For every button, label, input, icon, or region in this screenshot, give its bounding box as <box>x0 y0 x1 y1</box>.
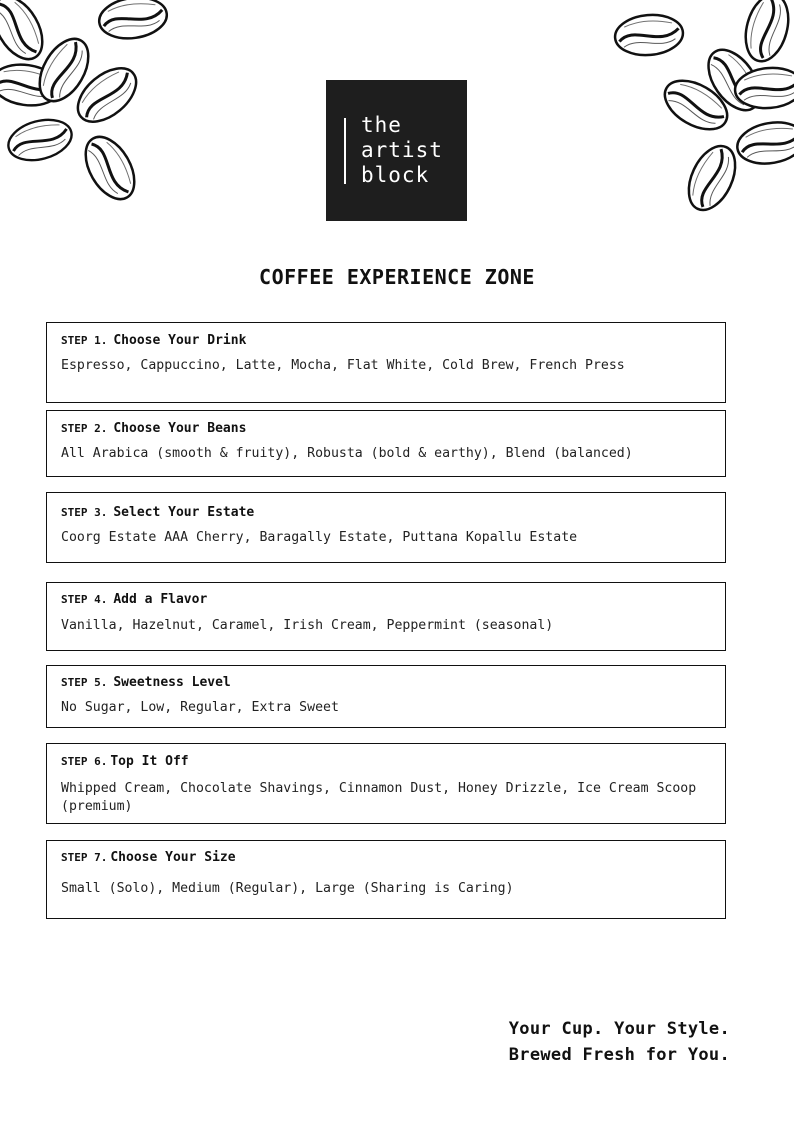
logo-divider <box>344 118 346 184</box>
step-title: Choose Your Drink <box>113 333 247 348</box>
step-card-3 <box>46 492 726 563</box>
step-header <box>61 504 715 522</box>
step-card-2 <box>46 410 726 477</box>
coffee-bean-icon <box>739 0 794 66</box>
step-header <box>61 674 715 692</box>
step-card-1 <box>46 322 726 403</box>
step-header <box>61 591 715 609</box>
tagline <box>509 1016 730 1068</box>
logo-line: the <box>361 113 402 137</box>
coffee-beans-illustration-right <box>609 0 794 220</box>
tagline-line: Brewed Fresh for You. <box>508 1045 730 1065</box>
coffee-bean-icon <box>734 117 794 168</box>
coffee-beans-illustration-left <box>0 0 175 205</box>
step-title: Add a Flavor <box>113 592 208 607</box>
step-number: STEP 7. <box>61 851 108 864</box>
step-header <box>61 849 715 867</box>
coffee-bean-icon <box>0 0 52 67</box>
step-card-4 <box>46 582 726 651</box>
brand-logo <box>326 80 467 221</box>
page-title: COFFEE EXPERIENCE ZONE <box>259 265 535 289</box>
step-options: Vanilla, Hazelnut, Caramel, Irish Cream, Peppermint (seasonal) <box>61 618 554 633</box>
step-options: No Sugar, Low, Regular, Extra Sweet <box>61 700 339 715</box>
step-options: Whipped Cream, Chocolate Shavings, Cinnamon Dust, Honey Drizzle, Ice Cream Scoop (premium) <box>61 781 697 814</box>
logo-text <box>361 113 443 188</box>
tagline-line: Your Cup. Your Style. <box>508 1019 730 1039</box>
step-options: Coorg Estate AAA Cherry, Baragally Estate, Puttana Kopallu Estate <box>61 530 578 545</box>
coffee-bean-icon <box>97 0 170 43</box>
step-card-6 <box>46 743 726 824</box>
step-card-7 <box>46 840 726 919</box>
step-title: Choose Your Beans <box>113 421 247 436</box>
logo-line: block <box>361 163 430 187</box>
step-title: Select Your Estate <box>113 505 255 520</box>
step-options: Espresso, Cappuccino, Latte, Mocha, Flat White, Cold Brew, French Press <box>61 358 625 373</box>
step-number: STEP 4. <box>61 593 108 606</box>
step-number: STEP 2. <box>61 422 108 435</box>
logo-line: artist <box>361 138 443 162</box>
coffee-bean-icon <box>680 139 745 218</box>
coffee-bean-icon <box>613 12 684 58</box>
coffee-bean-icon <box>76 129 145 205</box>
step-title: Choose Your Size <box>110 850 236 865</box>
step-title: Sweetness Level <box>113 675 231 690</box>
step-header <box>61 420 715 438</box>
step-number: STEP 5. <box>61 676 108 689</box>
step-options: All Arabica (smooth & fruity), Robusta (bold & earthy), Blend (balanced) <box>61 446 633 461</box>
step-header <box>61 332 715 350</box>
step-number: STEP 1. <box>61 334 108 347</box>
step-title: Top It Off <box>110 754 189 769</box>
step-number: STEP 6. <box>61 755 108 768</box>
step-header <box>61 753 715 771</box>
coffee-bean-icon <box>4 113 76 166</box>
step-card-5 <box>46 665 726 728</box>
step-options: Small (Solo), Medium (Regular), Large (Sharing is Caring) <box>61 881 514 896</box>
step-number: STEP 3. <box>61 506 108 519</box>
